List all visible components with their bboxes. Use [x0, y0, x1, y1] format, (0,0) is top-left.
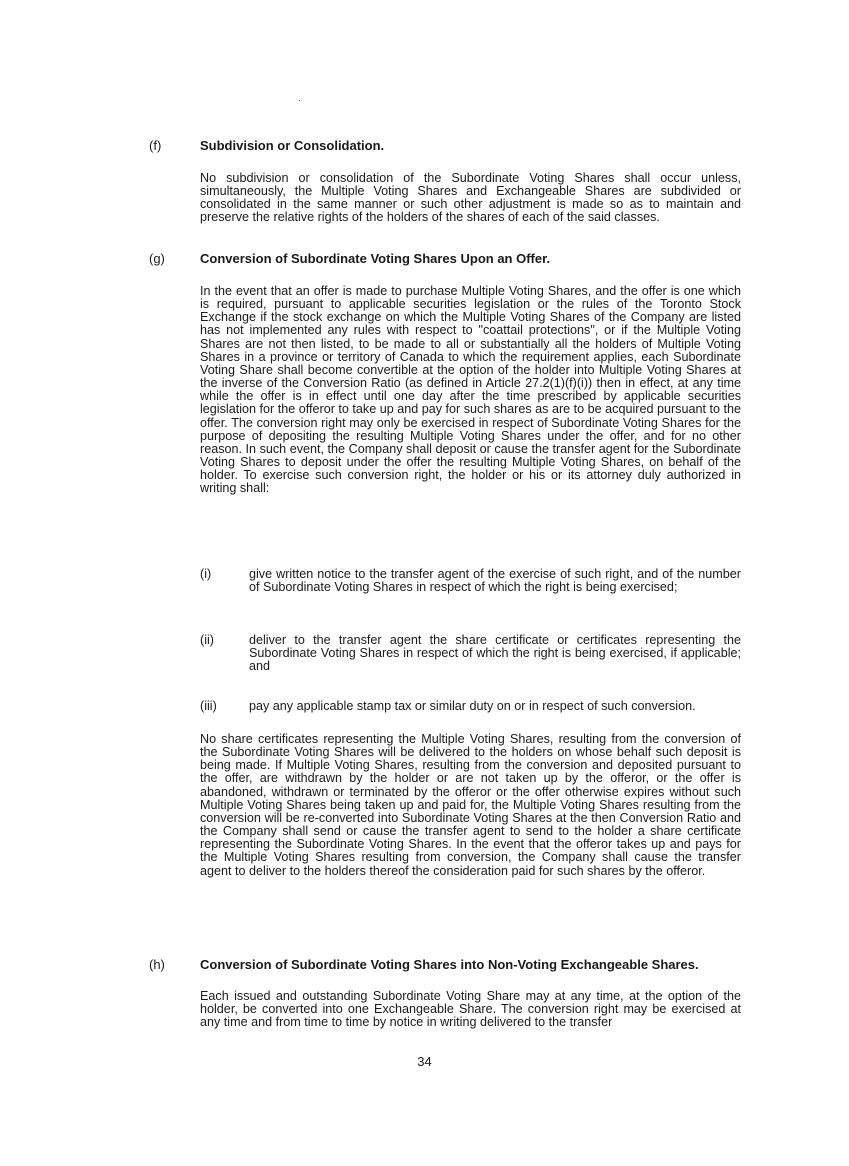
list-item-label: (iii)	[200, 699, 217, 713]
section-paragraph: In the event that an offer is made to purchase Multiple Voting Shares, and the offer is one which is required, pursuant to applicable securities legislation or the rules of the Toronto Stock Exchange if the stock exchange on which the Multiple Voting Shares of the Company are listed has not implemented any rules with respect to "coattail protections", or if the Multiple Voting Shares are not then listed, to be made to all or substantially all the holders of Multiple Voting Shares in a province or territory of Canada to which the requirement applies, each Subordinate Voting Share shall become convertible at the option of the holder into Multiple Voting Shares at the inverse of the Conversion Ratio (as defined in Article 27.2(1)(f)(i)) then in effect, at any time while the offer is in effect until one day after the time prescribed by applicable securities legislation for the offeror to take up and pay for such shares as are to be acquired pursuant to the offer. The conversion right may only be exercised in respect of Subordinate Voting Shares for the purpose of depositing the resulting Multiple Voting Shares under the offer, and for no other reason. In such event, the Company shall deposit or cause the transfer agent for the Subordinate Voting Shares to deposit under the offer the resulting Multiple Voting Shares, on behalf of the holder. To exercise such conversion right, the holder or his or its attorney duly authorized in writing shall:	[200, 284, 741, 496]
section-heading: Subdivision or Consolidation.	[200, 138, 385, 153]
section-paragraph: No subdivision or consolidation of the Subordinate Voting Shares shall occur unless, simultaneously, the Multiple Voting Shares and Exchangeable Shares are subdivided or consolidated in the same manner or such other adjustment is made so as to maintain and preserve the relative rights of the holders of the shares of each of the said classes.	[200, 171, 741, 225]
section-paragraph: Each issued and outstanding Subordinate Voting Share may at any time, at the option of the holder, be converted into one Exchangeable Share. The conversion right may be exercised at any time and from time to time by notice in writing delivered to the transfer	[200, 989, 741, 1030]
section-heading: Conversion of Subordinate Voting Shares into Non-Voting Exchangeable Shares.	[200, 957, 699, 972]
list-item-label: (i)	[200, 567, 212, 581]
section-label: (f)	[149, 138, 162, 153]
list-item-text: pay any applicable stamp tax or similar duty on or in respect of such conversion.	[249, 699, 696, 713]
list-item-text: give written notice to the transfer agent of the exercise of such right, and of the number of Subordinate Voting Shares in respect of which the right is being exercised;	[249, 567, 741, 595]
section-label: (h)	[149, 957, 165, 972]
list-item-text: deliver to the transfer agent the share certificate or certificates representing the Subordinate Voting Shares in respect of which the right is being exercised, if applicable; and	[249, 633, 741, 674]
stray-mark	[299, 100, 300, 101]
section-heading: Conversion of Subordinate Voting Shares Upon an Offer.	[200, 251, 551, 266]
section-closing-paragraph: No share certificates representing the Multiple Voting Shares, resulting from the conversion of the Subordinate Voting Shares will be delivered to the holders on whose behalf such deposit is being made. If Multiple Voting Shares, resulting from the conversion and deposited pursuant to the offer, are withdrawn by the holder or are not taken up by the offeror, or the offer is abandoned, withdrawn or terminated by the offeror or the offer otherwise expires without such Multiple Voting Shares being taken up and paid for, the Multiple Voting Shares resulting from the conversion will be re-converted into Subordinate Voting Shares at the then Conversion Ratio and the Company shall send or cause the transfer agent to send to the holder a share certificate representing the Subordinate Voting Shares. In the event that the offeror takes up and pays for the Multiple Voting Shares resulting from conversion, the Company shall cause the transfer agent to deliver to the holders thereof the consideration paid for such shares by the offeror.	[200, 732, 741, 878]
section-label: (g)	[149, 251, 165, 266]
page-number: 34	[417, 1054, 432, 1069]
list-item-label: (ii)	[200, 633, 214, 647]
